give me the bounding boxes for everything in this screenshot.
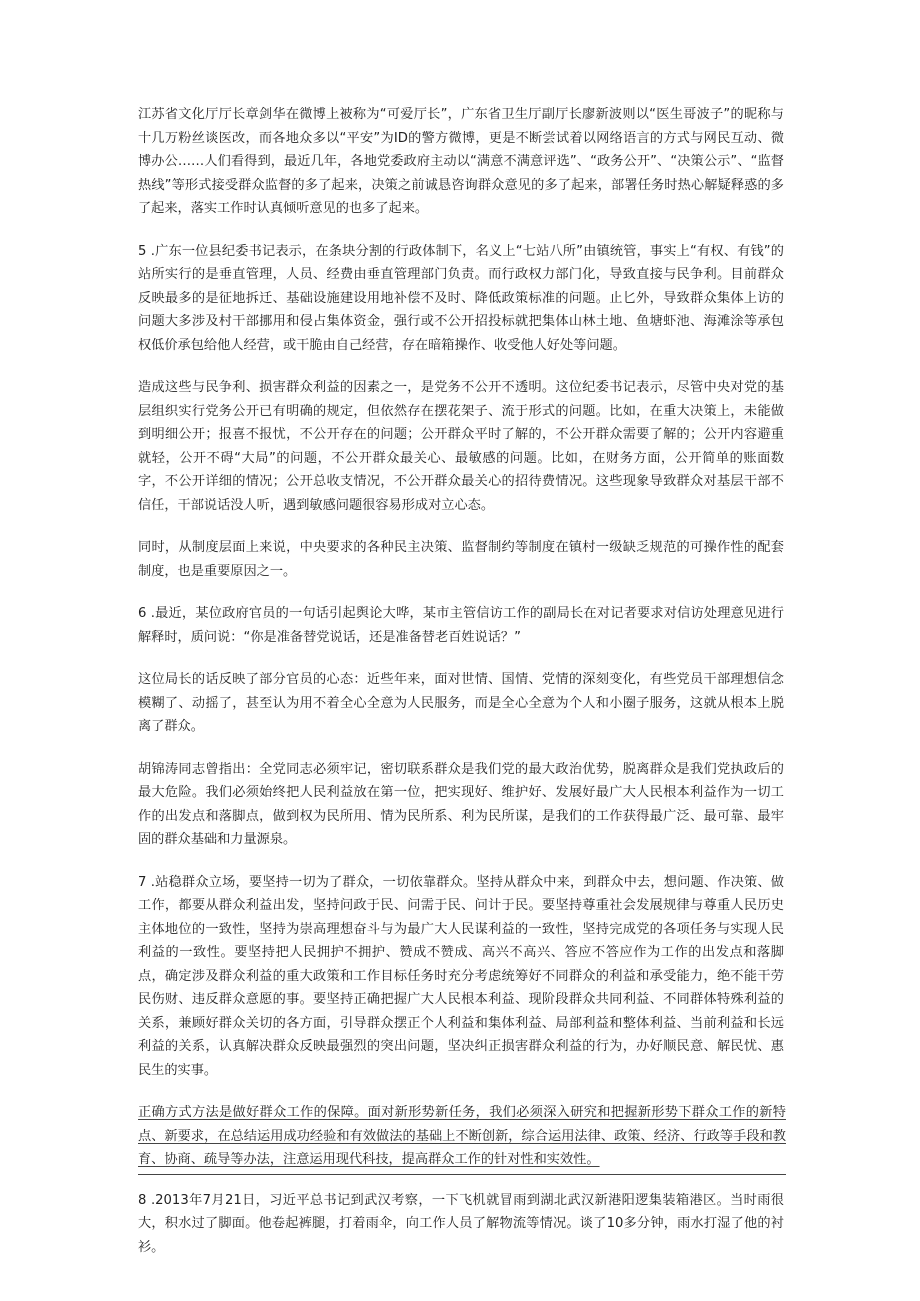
paragraph-item-6: 6 .最近，某位政府官员的一句话引起舆论大哗，某市主管信访工作的副局长在对记者要求对信访处理意见进行解释时，质问说：“你是准备替党说话，还是准备替老百姓说话？”	[138, 606, 784, 645]
paragraph-7: 胡锦涛同志曾指出：全党同志必须牢记，密切联系群众是我们党的最大政治优势，脱离群众是我们党执政后的最大危险。我们必须始终把人民利益放在第一位，把实现好、维护好、发展好最广大人民根本利益作为一切工作的出发点和落脚点，做到权为民所用、情为民所系、利为民所谋，是我们的工作获得最广泛、最可靠、最牢固的群众基础和力量源泉。	[138, 761, 784, 847]
document-body	[138, 103, 784, 1259]
paragraph-1: 江苏省文化厅厅长章剑华在微博上被称为“可爱厅长”，广东省卫生厅副厅长廖新波则以“医生哥波子”的昵称与十几万粉丝谈医改，而各地众多以“平安”为ID的警方微博，更是不断尝试着以网络语言的方式与网民互动、微博办公……人们看得到，最近几年，各地党委政府主动以“满意不满意评选”、“政务公开”、“决策公示”、“监督热线”等形式接受群众监督的多了起来，决策之前诚恳咨询群众意见的多了起来，部署任务时热心解疑释惑的多了起来，落实工作时认真倾听意见的也多了起来。	[138, 107, 784, 216]
paragraph-item-8: 8 .2013年7月21日，习近平总书记到武汉考察，一下飞机就冒雨到湖北武汉新港阳逻集装箱港区。当时雨很大，积水过了脚面。他卷起裤腿，打着雨伞，向工作人员了解物流等情况。谈了10多分钟，雨水打湿了他的衬衫。	[138, 1192, 784, 1255]
paragraph-item-7: 7 .站稳群众立场，要坚持一切为了群众，一切依靠群众。坚持从群众中来，到群众中去，想问题、作决策、做工作，都要从群众利益出发，坚持问政于民、问需于民、问计于民。要坚持尊重社会发展规律与尊重人民历史主体地位的一致性，坚持为崇高理想奋斗与为最广大人民谋利益的一致性，坚持完成党的各项任务与实现人民利益的一致性。要坚持把人民拥护不拥护、赞成不赞成、高兴不高兴、答应不答应作为工作的出发点和落脚点，确定涉及群众利益的重大政策和工作目标任务时充分考虑统筹好不同群众的利益和承受能力，绝不能干劳民伤财、违反群众意愿的事。要坚持正确把握广大人民根本利益、现阶段群众共同利益、不同群体特殊利益的关系，兼顾好群众关切的各方面，引导群众摆正个人利益和集体利益、局部利益和整体利益、当前利益和长远利益的关系，认真解决群众反映最强烈的突出问题，坚决纠正损害群众利益的行为，办好顺民意、解民忧、惠民生的实事。	[138, 874, 784, 1078]
paragraph-4: 同时，从制度层面上来说，中央要求的各种民主决策、监督制约等制度在镇村一级缺乏规范的可操作性的配套制度，也是重要原因之一。	[138, 540, 784, 579]
paragraph-6: 这位局长的话反映了部分官员的心态：近些年来，面对世情、国情、党情的深刻变化，有些党员干部理想信念模糊了、动摇了，甚至认为用不着全心全意为人民服务，而是全心全意为个人和小圈子服务，这就从根本上脱离了群众。	[138, 672, 784, 734]
paragraph-underlined: 正确方式方法是做好群众工作的保障。面对新形势新任务，我们必须深入研究和把握新形势下群众工作的新特点、新要求，在总结运用成功经验和有效做法的基础上不断创新，综合运用法律、政策、经济、行政等手段和教育、协商、疏导等办法，注意运用现代科技，提高群众工作的针对性和实效性。	[138, 1101, 786, 1175]
paragraph-item-5: 5 .广东一位县纪委书记表示，在条块分割的行政体制下，名义上“七站八所”由镇统管，事实上“有权、有钱”的站所实行的是垂直管理，人员、经费由垂直管理部门负责。而行政权力部门化，导致直接与民争利。目前群众反映最多的是征地拆迁、基础设施建设用地补偿不及时、降低政策标准的问题。止匕外，导致群众集体上访的问题大多涉及村干部挪用和侵占集体资金，强行或不公开招投标就把集体山林土地、鱼塘虾池、海滩涂等承包权低价承包给他人经营，或干脆由自己经营，存在暗箱操作、收受他人好处等问题。	[138, 243, 784, 353]
paragraph-3: 造成这些与民争利、损害群众利益的因素之一，是党务不公开不透明。这位纪委书记表示，尽管中央对党的基层组织实行党务公开已有明确的规定，但依然存在摆花架子、流于形式的问题。比如，在重大决策上，未能做到明细公开；报喜不报忧，不公开存在的问题；公开群众平时了解的，不公开群众需要了解的；公开内容避重就轻，公开不碍“大局”的问题，不公开群众最关心、最敏感的问题。比如，在财务方面，公开简单的账面数字，不公开详细的情况；公开总收支情况，不公开群众最关心的招待费情况。这些现象导致群众对基层干部不信任，干部说话没人听，遇到敏感问题很容易形成对立心态。	[138, 380, 784, 513]
